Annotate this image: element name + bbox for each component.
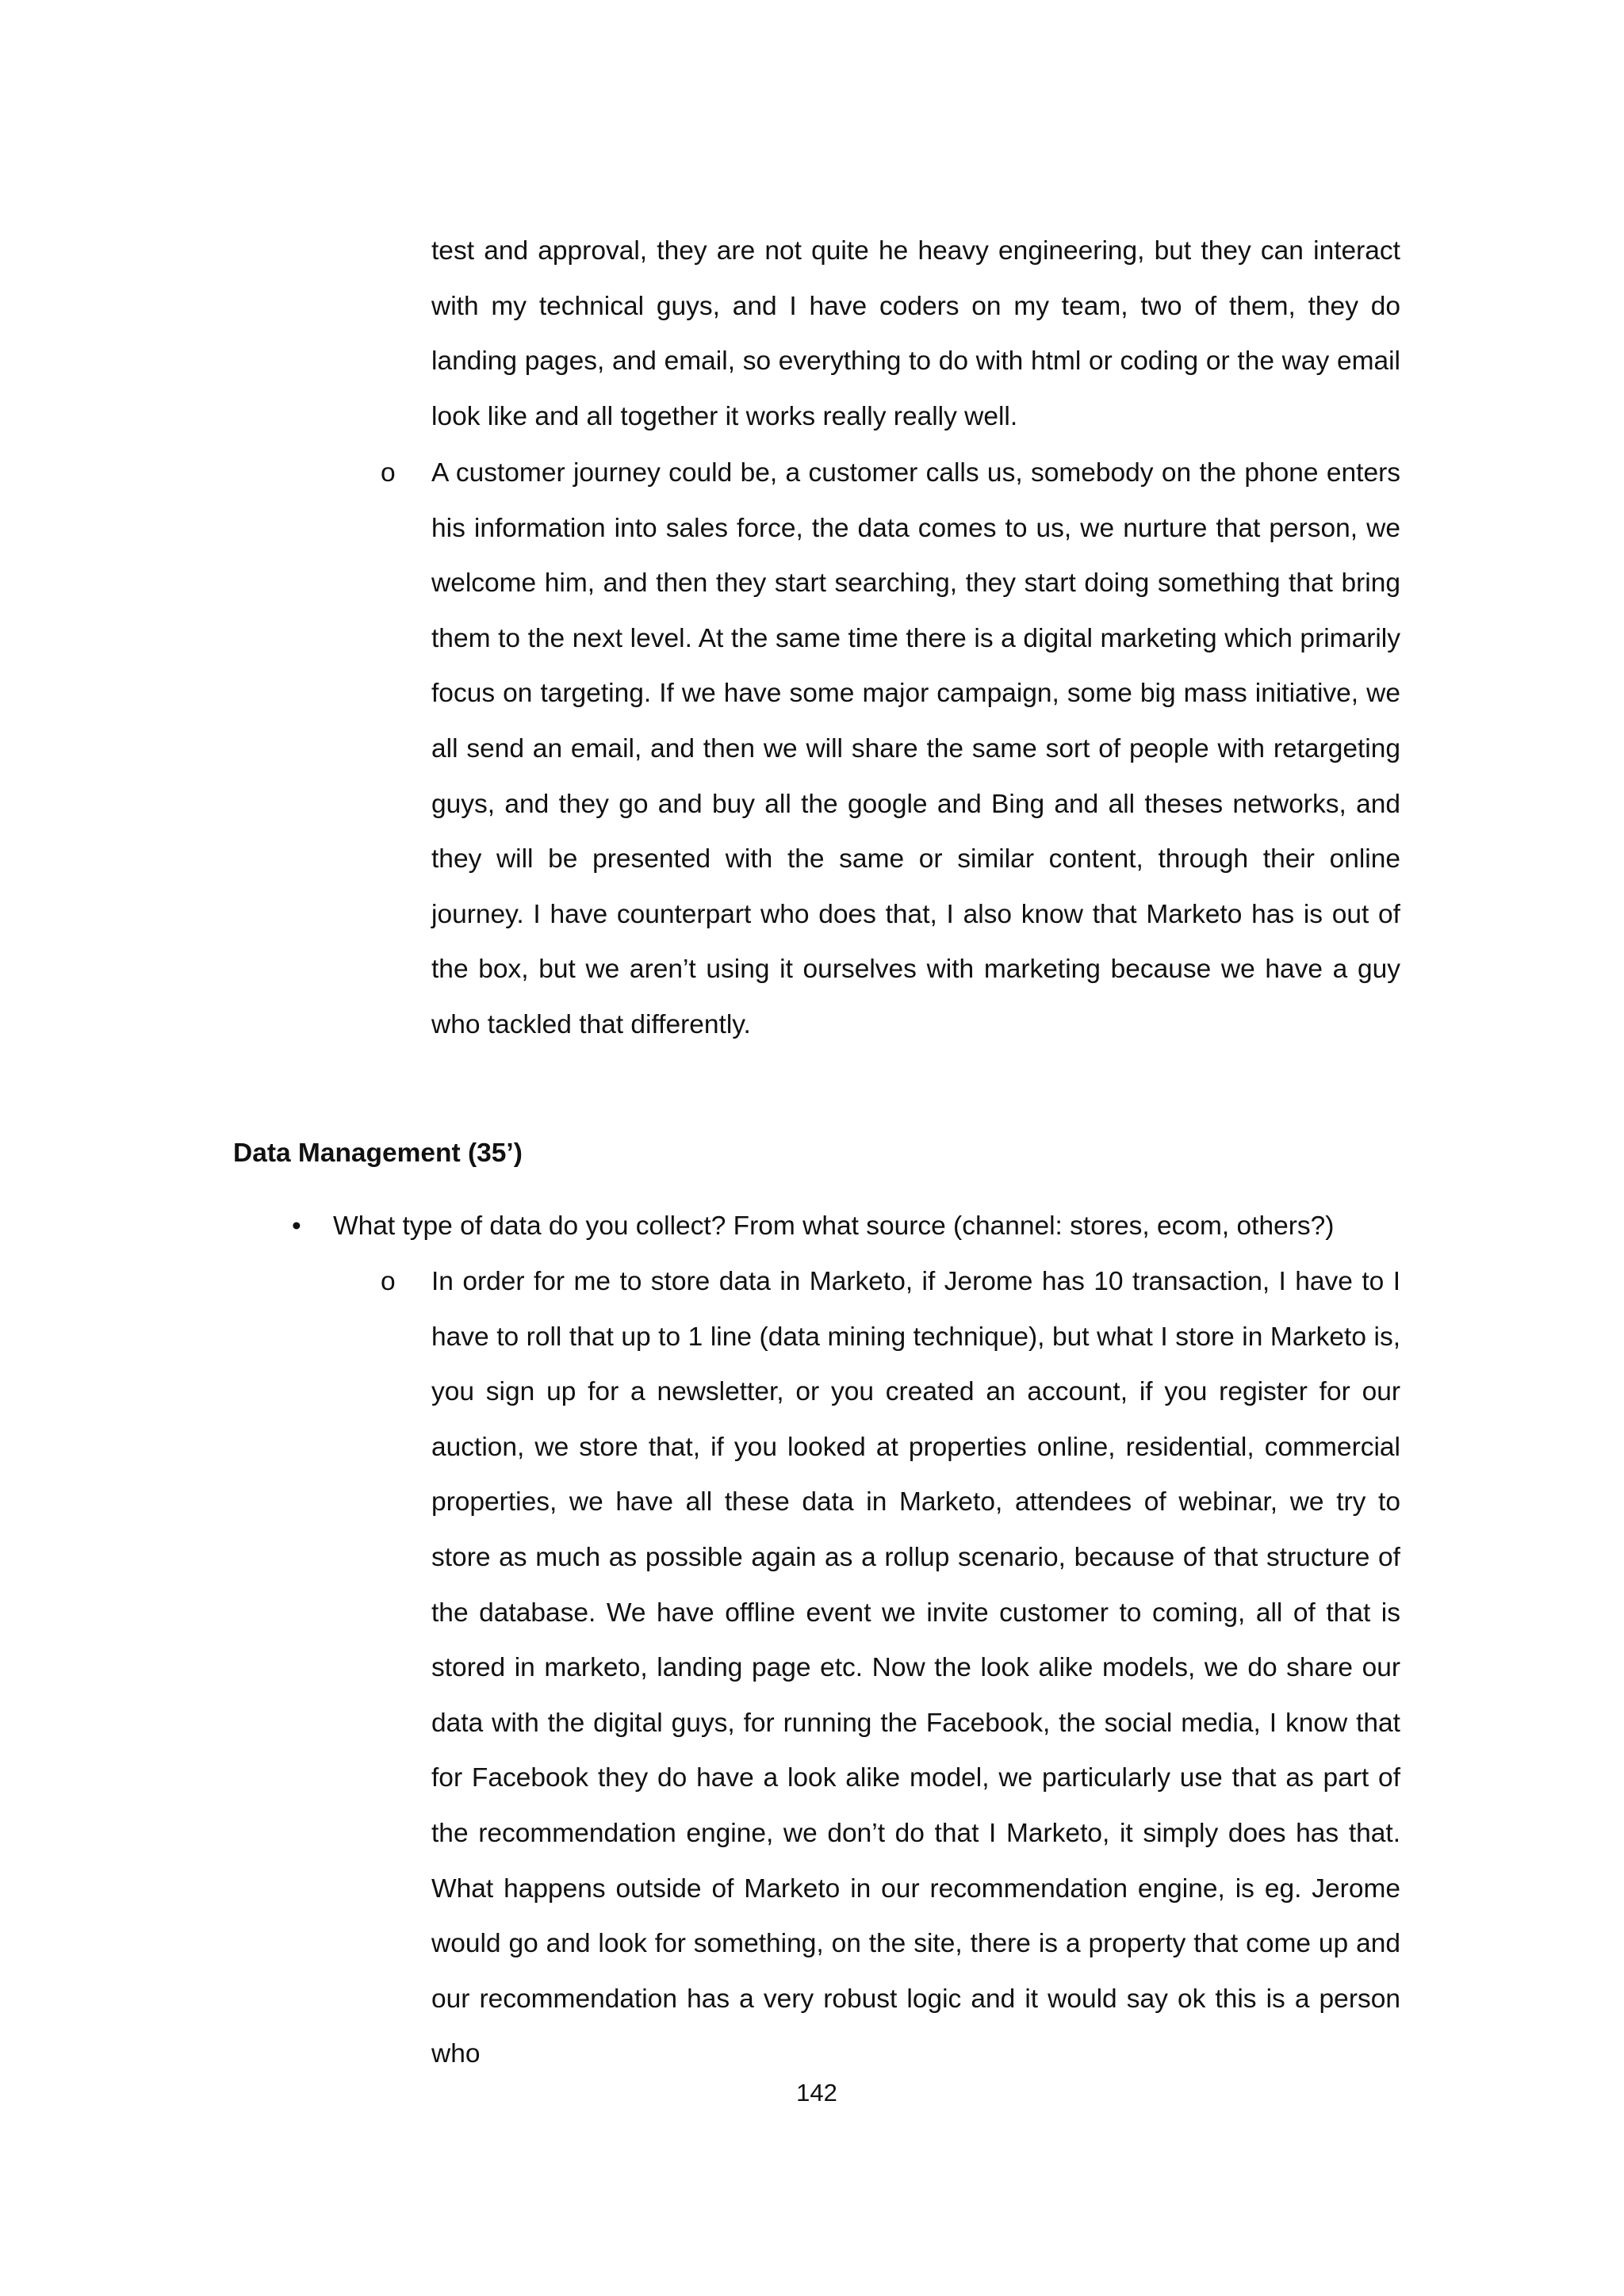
section-heading: Data Management (35’) — [233, 1138, 523, 1168]
continuation-paragraph: test and approval, they are not quite he heavy engineering, but they can interact with my technical guys, and I have coders on my team, two of them, they do landing pages, and email, so everything to do with html or coding or the way email look like and all together it works really really well. — [431, 236, 1400, 431]
sub-bullet-marker: o — [381, 1267, 396, 1296]
sub-bullet-marker: o — [381, 458, 396, 488]
question-text: What type of data do you collect? From what source (channel: stores, ecom, others?) — [333, 1211, 1335, 1241]
page-number: 142 — [796, 2079, 837, 2107]
customer-journey-paragraph: A customer journey could be, a customer calls us, somebody on the phone enters his information into sales force, the data comes to us, we nurture that person, we welcome him, and then they start searching, they start doing something that bring them to the next level. At the same time there is a digital marketing which primarily focus on targeting. If we have some major campaign, some big mass initiative, we all send an email, and then we will share the same sort of people with retargeting guys, and they go and buy all the google and Bing and all theses networks, and they will be presented with the same or similar content, through their online journey. I have counterpart who does that, I also know that Marketo has is out of the box, but we aren’t using it ourselves with marketing because we have a guy who tackled that differently. — [431, 458, 1400, 1039]
data-storage-paragraph: In order for me to store data in Marketo, if Jerome has 10 transaction, I have to I have to roll that up to 1 line (data mining technique), but what I store in Marketo is, you sign up for a newsletter, or you created an account, if you register for our auction, we store that, if you looked at properties online, residential, commercial properties, we have all these data in Marketo, attendees of webinar, we try to store as much as possible again as a rollup scenario, because of that structure of the database. We have offline event we invite customer to coming, all of that is stored in marketo, landing page etc. Now the look alike models, we do share our data with the digital guys, for running the Facebook, the social media, I know that for Facebook they do have a look alike model, we particularly use that as part of the recommendation engine, we don’t do that I Marketo, it simply does has that. What happens outside of Marketo in our recommendation engine, is eg. Jerome would go and look for something, on the site, there is a property that come up and our recommendation has a very robust logic and it would say ok this is a person who — [431, 1267, 1400, 2069]
bullet-marker: • — [292, 1211, 301, 1241]
